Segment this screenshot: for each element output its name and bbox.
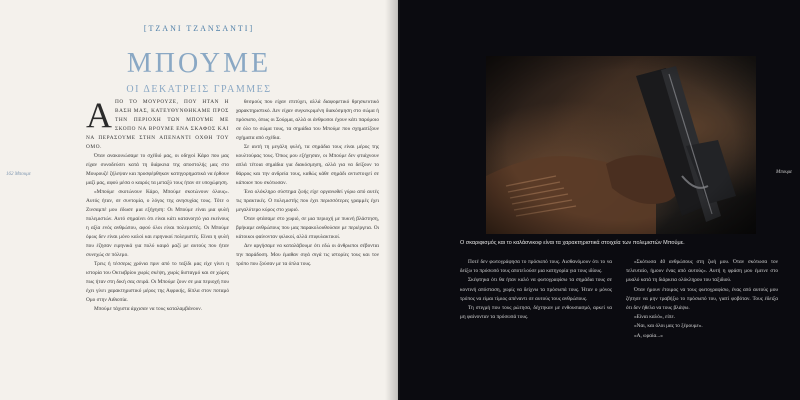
article-headline: ΜΠΟΥΜΕ — [126, 48, 272, 79]
body-paragraph: Σε αυτή τη μεγάλη φυλή, τα σημάδια τους είναι μέρος της κουλτούρας τους. Όπως μου εξήγησαν, οι Μπούμε δεν φτιάχνουν απλά τέτοια σημάδια για διακόσμηση, αλλά για να δείξουν το θάρρος και την ανδρεία τους, καθώς κάθε σημάδι αντιστοιχεί σε κάποιον που σκότωσαν. — [236, 144, 379, 186]
body-paragraph: «Μπούμε σκοτώνουν Κάρο, Μπούμε σκοτώνουν όλους». Αυτός ήταν, σε συντομία, ο λόγος της ανησυχίας τους. Τότε ο Ζινσαμπέ μου έδωσε μια εξήγηση: Οι Μπούμε είναι μια φυλή πολεμιστών. Αυτό σημαίνει ότι είναι κάτι κατανοητό για εκείνους η αξία ενός ανθρώπου, αφού όλοι είναι πολεμιστές. Οι Μπούμε όμως δεν είναι μόνο καλοί και ειρηνικοί πολεμιστές. Είναι η φυλή που έζησαν ειρηνικά για πολύ καιρό μαζί με αυτούς που ήταν συνεχώς σε πόλεμο. — [86, 189, 229, 258]
lead-paragraph: ΑΠΟ ΤΟ ΜΟΥΡΟΥΖΕ, ΠΟΥ ΗΤΑΝ Η ΒΑΣΗ ΜΑΣ, ΚΑΤΕΥΘΥΝΘΗΚΑΜΕ ΠΡΟΣ ΤΗΝ ΠΕΡΙΟΧΗ ΤΩΝ ΜΠΟΥΜΕ ΜΕ ΣΚΟΠΟ ΝΑ ΒΡΟΥΜΕ ΕΝΑ ΣΚΑΦΟΣ ΚΑΙ ΝΑ ΠΕΡΑΣΟΥΜΕ ΣΤΗΝ ΑΠΕΝΑΝΤΙ ΟΧΘΗ ΤΟΥ ΟΜΟ. — [86, 95, 229, 150]
body-column-2 — [236, 98, 379, 269]
page-number-left: 162 Μπουμε — [6, 172, 31, 177]
body-paragraph: Όταν ήμουν έτοιμος να τους φωτογραφίσω, ένας από αυτούς μου ζήτησε να μην τραβήξω το πρόσωπό του, γιατί φοβόταν. Τους έδειξα ότι δεν ήθελα να τους βλάψω. — [626, 286, 778, 312]
body-paragraph: Τρεις ή τέσσερις χρόνια πριν από το ταξίδι μας είχε γίνει η ιστορία του Οκτωβρίου χωρίς σκέψη, χωρίς δισταγμό και σε χώρες πως ήταν στη δική σας σειρά. Οι Μπούμε ζουν σε μια περιοχή που έχει γίνει χαρακτηριστικό μέρος της Αφρικής, δίπλα στον ποταμό Ομο στην Αιθιοπία. — [86, 261, 229, 303]
quote-line: «Ναι, και όλοι μας το ξέρουμε». — [634, 323, 703, 330]
body-paragraph: Ένα ολόκληρο σύστημα ζωής είχε οργανωθεί γύρω από αυτές τις πρακτικές. Ο πολεμιστής που έχει περισσότερες γραμμές έχει μεγαλύτερο κύρος στο χωριό. — [236, 189, 379, 213]
body-column-1 — [86, 95, 229, 314]
body-paragraph: Όταν φτάσαμε στο χωριό, σε μια περιοχή με πυκνή βλάστηση, βρήκαμε ανθρώπους που μας παρακολουθούσαν με περιέργεια. Οι κάτοικοι φαίνονταν φιλικοί, αλλά επιφυλακτικοί. — [236, 216, 379, 240]
right-column-1 — [460, 258, 612, 322]
right-page — [400, 0, 800, 400]
right-column-2 — [626, 258, 778, 341]
left-page — [0, 0, 398, 400]
quote-line: «Είναι καλό», είπε. — [634, 314, 676, 321]
body-paragraph: Όταν ανακοινώσαμε το σχέδιό μας, οι οδηγοί Κάρο που μας είχαν συνοδεύσει κατά τη διάρκεια της αποστολής μας στο Μουρουζέ ζήλεψαν και προσφέρθηκαν κατηγορηματικά να έρθουν μαζί μας, αφού μέσα ο καιρός τα μεταξύ τους ήταν σε υποχώρηση. — [86, 153, 229, 186]
body-paragraph: Δεν αργήσαμε να καταλάβουμε ότι εδώ οι άνθρωποι σέβονται την παράδοση. Μου έμαθαν σιγά σιγά τις ιστορίες τους και τον τρόπο που ζούσαν με τα όπλα τους. — [236, 243, 379, 267]
author-byline: [ΤΖΑΝΙ ΤΖΑΝΣΑΝΤΙ] — [143, 24, 255, 33]
body-paragraph: Μπούμε τάχιστα άρχισαν να τους καταλαμβάνουν. — [94, 306, 203, 312]
article-subheadline: ΟΙ ΔΕΚΑΤΡΕΙΣ ΓΡΑΜΜΕΣ — [126, 84, 272, 95]
body-paragraph: «Σκότωσα 40 ανθρώπους στη ζωή μου. Όταν σκότωσα τον τελευταίο, ήμουν ένας από αυτούς». Αυτή η φράση μου έμεινε στο μυαλό κατά τη διάρκεια ολόκληρου του ταξιδιού. — [626, 259, 778, 284]
drop-cap: Α — [86, 95, 112, 135]
photo-caption: Ο σκαριφισμός και το καλάσνικοφ είναι τα χαρακτηριστικά στοιχεία των πολεμιστών Μπούμε. — [460, 240, 685, 246]
rifle-and-arm-illustration — [486, 56, 756, 234]
body-paragraph: Τη στιγμή που τους ρώτησα, δέχτηκαν με ενθουσιασμό, αρκεί να μη φαίνονταν τα πρόσωπά τους. — [460, 305, 612, 321]
body-paragraph: θεσμούς που είχαν επιτύχει, αλλά διαφορετικό θρησκευτικό χαρακτηριστικό. Δεν είχαν συγκεκριμένη διακόσμηση στο σώμα ή πρόσωπο, όπως οι Σούρμα, αλλά οι άνθρωποι έχουν κάτι παρόμοιο σε όλο το σώμα τους, τα σημάδια του Μπούμε που σχηματίζουν σχήματα από σχέδια. — [236, 99, 379, 141]
warrior-photo — [486, 56, 756, 234]
page-folio-right: Μπουμε — [776, 170, 792, 175]
body-paragraph: Σκέφτηκα ότι θα ήταν καλό να φωτογραφίσω τα σημάδια τους σε κοντινή απόσταση, χωρίς να δείχνω τα πρόσωπά τους. Ήταν ο μόνος τρόπος να είμαι τίμιος απέναντι σε αυτούς τους ανθρώπους. — [460, 277, 612, 302]
quote-line: «Α, ωραία...» — [634, 332, 663, 339]
body-paragraph: Ποτέ δεν φωτογράφησα το πρόσωπό τους. Αισθανόμουν ότι το να δείξω το πρόσωπό τους αποτελούσε μια κατηγορία για τους ιδίους. — [460, 259, 612, 275]
